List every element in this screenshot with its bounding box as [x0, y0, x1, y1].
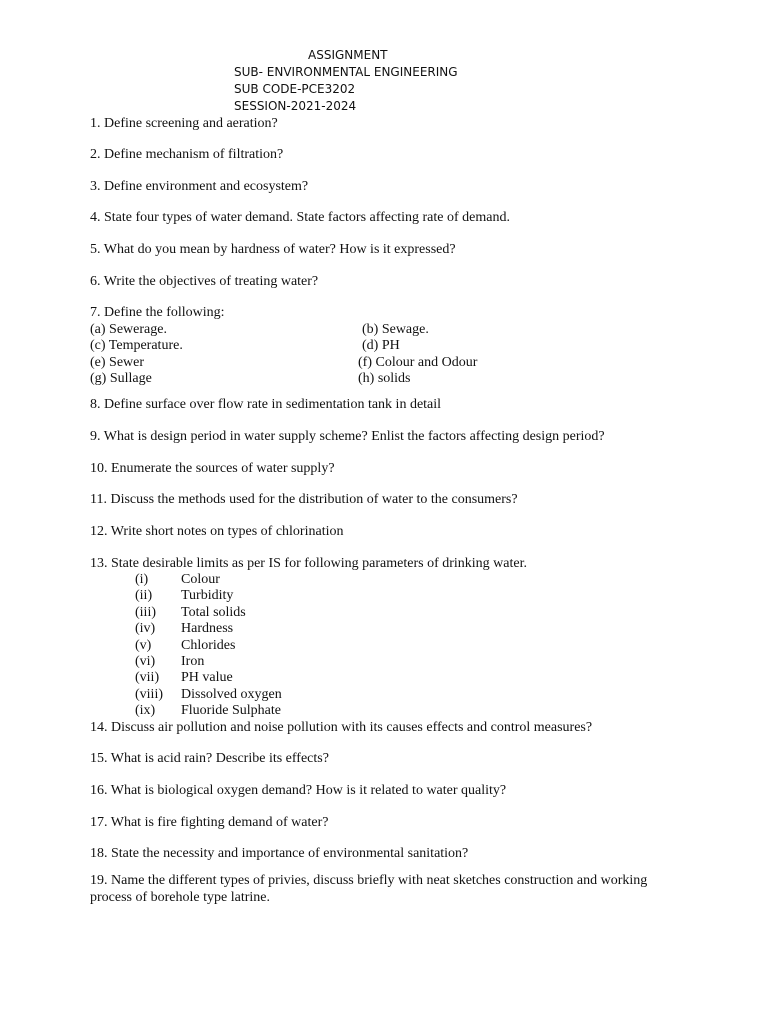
- q13-item-label: PH value: [181, 670, 233, 685]
- q7-item-e: (e) Sewer: [90, 355, 145, 370]
- q13-item-number: (ix): [135, 703, 156, 718]
- q13-item-label: Fluoride Sulphate: [181, 703, 281, 718]
- question-9: 9. What is design period in water supply scheme? Enlist the factors affecting design period?: [90, 429, 605, 444]
- q13-item-number: (iv): [135, 621, 156, 636]
- question-4: 4. State four types of water demand. State factors affecting rate of demand.: [90, 210, 510, 225]
- question-8: 8. Define surface over flow rate in sedimentation tank in detail: [90, 397, 442, 412]
- question-15: 15. What is acid rain? Describe its effects?: [90, 751, 329, 766]
- q13-item-number: (v): [135, 638, 152, 653]
- q13-item-number: (vi): [135, 654, 156, 669]
- q13-item-label: Chlorides: [181, 638, 236, 653]
- question-12: 12. Write short notes on types of chlorination: [90, 524, 344, 539]
- question-7: 7. Define the following:: [90, 305, 225, 320]
- subject-code-line: SUB CODE-PCE3202: [234, 82, 356, 96]
- question-13: 13. State desirable limits as per IS for following parameters of drinking water.: [90, 556, 528, 571]
- question-6: 6. Write the objectives of treating water?: [90, 274, 319, 289]
- q13-item-label: Colour: [181, 572, 220, 587]
- q13-item-number: (vii): [135, 670, 160, 685]
- q13-item-label: Hardness: [181, 621, 234, 636]
- q13-item-label: Iron: [181, 654, 205, 669]
- q13-item-label: Turbidity: [181, 588, 234, 603]
- q13-item-number: (ii): [135, 588, 153, 603]
- question-1: 1. Define screening and aeration?: [90, 116, 278, 131]
- q7-item-c: (c) Temperature.: [90, 338, 183, 353]
- question-18: 18. State the necessity and importance of environmental sanitation?: [90, 846, 469, 861]
- subject-line: SUB- ENVIRONMENTAL ENGINEERING: [234, 65, 458, 79]
- q13-item-number: (i): [135, 572, 149, 587]
- question-3: 3. Define environment and ecosystem?: [90, 179, 309, 194]
- question-14: 14. Discuss air pollution and noise pollution with its causes effects and control measures?: [90, 720, 593, 735]
- q13-item-number: (iii): [135, 605, 156, 620]
- q7-item-g: (g) Sullage: [90, 371, 152, 386]
- q7-item-d: (d) PH: [362, 338, 400, 353]
- q13-item-number: (viii): [135, 687, 163, 702]
- q7-item-a: (a) Sewerage.: [90, 322, 167, 337]
- question-16: 16. What is biological oxygen demand? How is it related to water quality?: [90, 783, 507, 798]
- q13-item-label: Dissolved oxygen: [181, 687, 282, 702]
- q7-item-f: (f) Colour and Odour: [358, 355, 478, 370]
- q13-item-label: Total solids: [181, 605, 246, 620]
- question-11: 11. Discuss the methods used for the distribution of water to the consumers?: [90, 492, 518, 507]
- question-19: 19. Name the different types of privies, discuss briefly with neat sketches construction and working process of borehole type latrine.: [90, 873, 648, 905]
- question-17: 17. What is fire fighting demand of water?: [90, 815, 329, 830]
- assignment-title: ASSIGNMENT: [308, 48, 388, 62]
- session-line: SESSION-2021-2024: [234, 99, 357, 113]
- question-5: 5. What do you mean by hardness of water? How is it expressed?: [90, 242, 456, 257]
- question-10: 10. Enumerate the sources of water supply?: [90, 461, 335, 476]
- q7-item-h: (h) solids: [358, 371, 411, 386]
- question-2: 2. Define mechanism of filtration?: [90, 147, 284, 162]
- q7-item-b: (b) Sewage.: [362, 322, 429, 337]
